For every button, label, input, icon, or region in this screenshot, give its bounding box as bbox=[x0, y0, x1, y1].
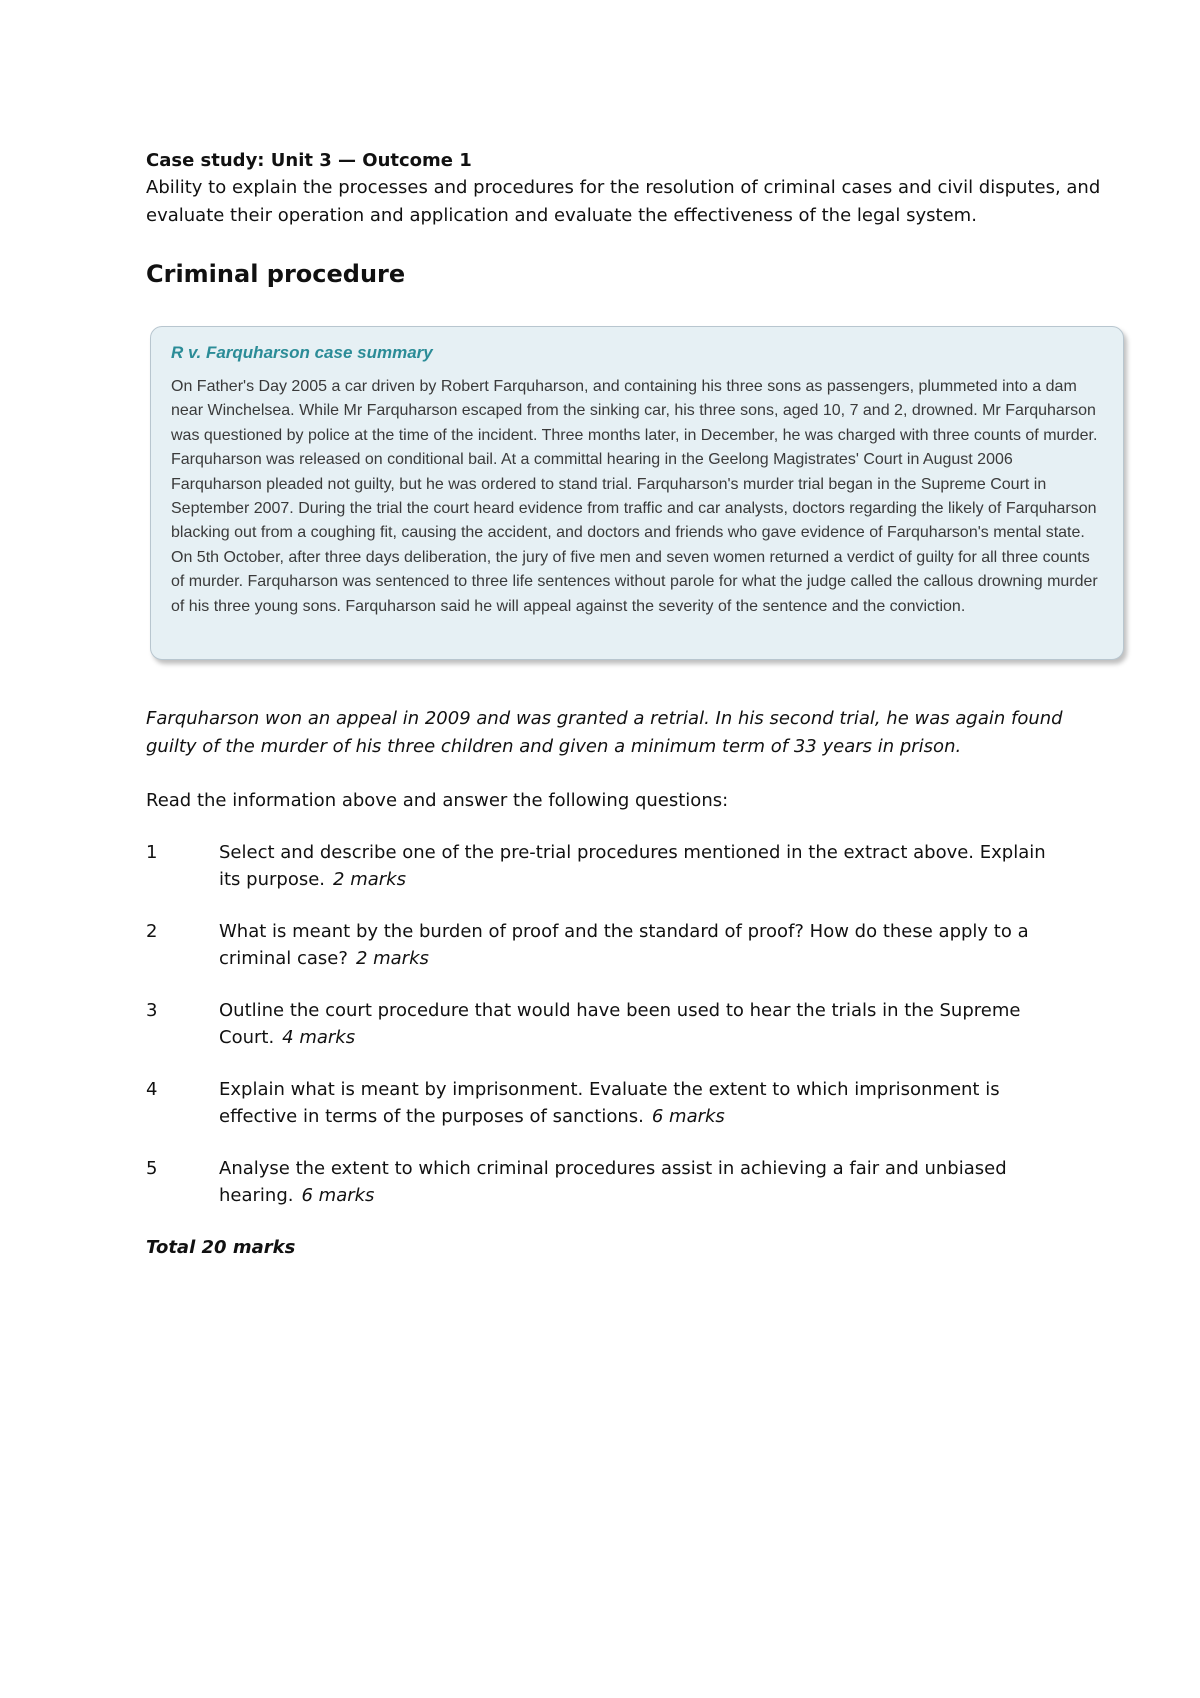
question-item bbox=[146, 1155, 1106, 1209]
question-marks: 2 marks bbox=[333, 869, 406, 890]
section-title: Criminal procedure bbox=[146, 260, 406, 288]
question-text-block bbox=[219, 1155, 1059, 1209]
question-number: 3 bbox=[146, 1000, 158, 1021]
question-item bbox=[146, 1076, 1106, 1130]
question-item bbox=[146, 997, 1106, 1051]
question-item bbox=[146, 839, 1106, 893]
total-marks: Total 20 marks bbox=[146, 1237, 296, 1258]
questions-section bbox=[146, 705, 1106, 1261]
question-marks: 4 marks bbox=[282, 1027, 356, 1048]
outcome-description: Ability to explain the processes and procedures for the resolution of criminal cases and civil disputes, and evaluate their operation and application and evaluate the effectiveness of the legal system. bbox=[146, 177, 1101, 226]
question-number: 2 bbox=[146, 921, 158, 942]
question-text-block bbox=[219, 918, 1059, 972]
question-text: Explain what is meant by imprisonment. Evaluate the extent to which imprisonment is effective in terms of the purposes of sanctions. bbox=[219, 1079, 1000, 1127]
question-text-block bbox=[219, 1076, 1059, 1130]
question-text: What is meant by the burden of proof and the standard of proof? How do these apply to a criminal case? bbox=[219, 921, 1029, 969]
instruction-text: Read the information above and answer the following questions: bbox=[146, 790, 729, 811]
question-marks: 6 marks bbox=[651, 1106, 725, 1127]
question-text-block bbox=[219, 997, 1059, 1051]
question-text: Outline the court procedure that would have been used to hear the trials in the Supreme Court. bbox=[219, 1000, 1021, 1048]
appeal-note: Farquharson won an appeal in 2009 and was granted a retrial. In his second trial, he was again found guilty of the murder of his three children and given a minimum term of 33 years in prison. bbox=[146, 708, 1063, 757]
question-item bbox=[146, 918, 1106, 972]
question-marks: 6 marks bbox=[301, 1185, 375, 1206]
case-study-title: Case study: Unit 3 — Outcome 1 bbox=[146, 150, 472, 171]
question-number: 1 bbox=[146, 842, 158, 863]
question-number: 4 bbox=[146, 1079, 158, 1100]
case-summary-box bbox=[150, 326, 1124, 660]
question-number: 5 bbox=[146, 1158, 158, 1179]
question-text: Select and describe one of the pre-trial procedures mentioned in the extract above. Explain its purpose. bbox=[219, 842, 1046, 890]
question-text-block bbox=[219, 839, 1059, 893]
question-marks: 2 marks bbox=[355, 948, 429, 969]
case-summary-title: R v. Farquharson case summary bbox=[171, 343, 433, 362]
question-text: Analyse the extent to which criminal procedures assist in achieving a fair and unbiased hearing. bbox=[219, 1158, 1007, 1206]
document-header bbox=[146, 147, 1126, 290]
case-summary-body: On Father's Day 2005 a car driven by Robert Farquharson, and containing his three sons as passengers, plummeted into a dam near Winchelsea. While Mr Farquharson escaped from the sinking car, his three sons, aged 10, 7 and 2, drowned. Mr Farquharson was questioned by police at the time of the incident. Three months later, in December, he was charged with three counts of murder. Farquharson was released on conditional bail. At a committal hearing in the Geelong Magistrates' Court in August 2006 Farquharson pleaded not guilty, but he was ordered to stand trial. Farquharson's murder trial began in the Supreme Court in September 2007. During the trial the court heard evidence from traffic and car analysts, doctors regarding the likely of Farquharson blacking out from a coughing fit, causing the accident, and doctors and friends who gave evidence of Farquharson's mental state. On 5th October, after three days deliberation, the jury of five men and seven women returned a verdict of guilty for all three counts of murder. Farquharson was sentenced to three life sentences without parole for what the judge called the callous drowning murder of his three young sons. Farquharson said he will appeal against the severity of the sentence and the conviction. bbox=[171, 378, 1098, 615]
